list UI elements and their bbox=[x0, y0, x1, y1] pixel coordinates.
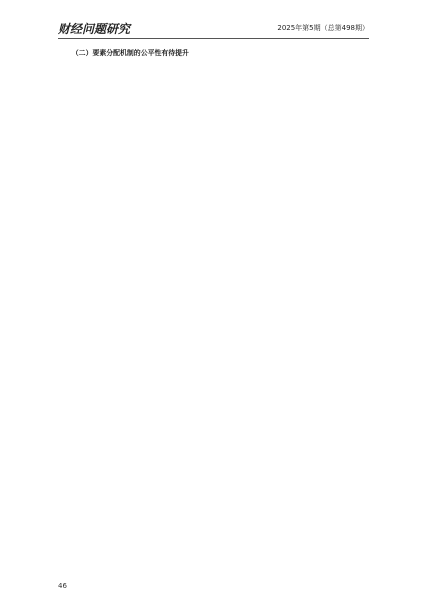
section-heading: （二）要素分配机制的公平性有待提升 bbox=[71, 49, 189, 57]
page-number: 46 bbox=[58, 582, 67, 590]
page-header bbox=[58, 16, 369, 39]
journal-title: 财经问题研究 bbox=[58, 22, 131, 36]
article-body bbox=[58, 46, 369, 60]
issue-info: 2025年第5期（总第498期） bbox=[277, 24, 369, 32]
